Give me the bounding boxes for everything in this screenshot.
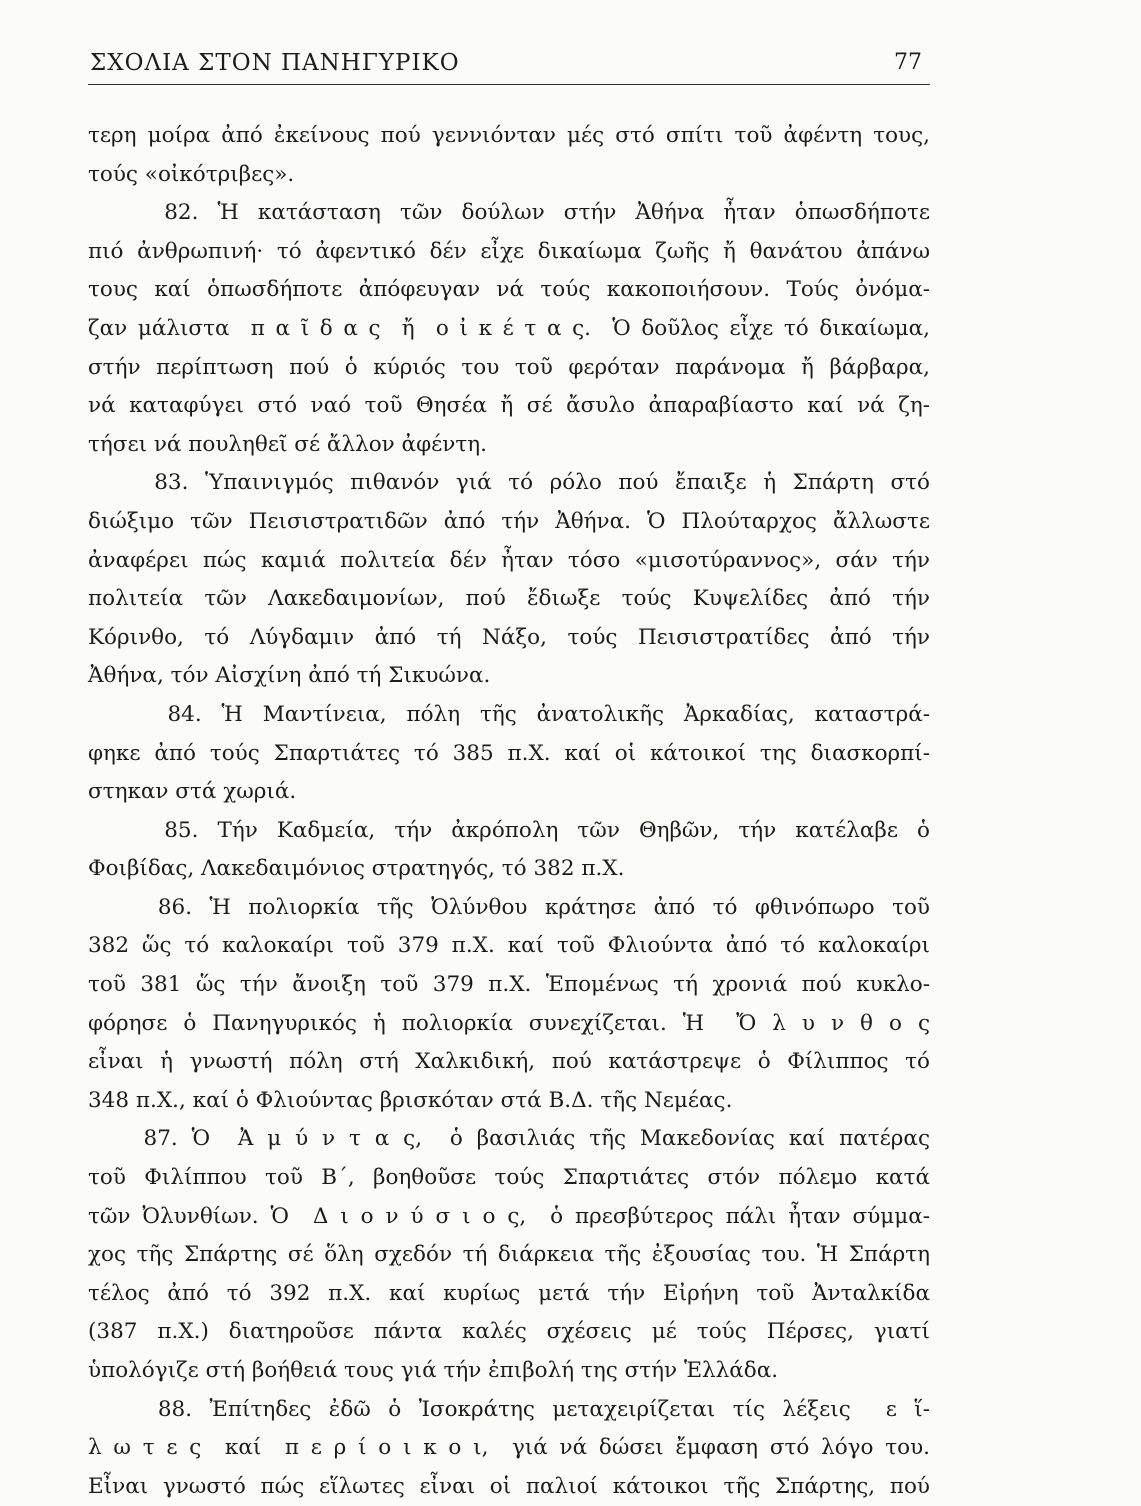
text-line: Φοιβίδας, Λακεδαιμόνιος στρατηγός, τό 382 π.Χ.	[88, 856, 625, 882]
text-line: 88. Ἐπίτηδες ἐδῶ ὁ Ἰσοκράτης μεταχειρίζεται τίς λέξεις ε ἵ-	[88, 1396, 930, 1422]
text-line: τούς «οἰκότριβες».	[88, 161, 295, 187]
text-line: ὑπολόγιζε στή βοήθειά τους γιά τήν ἐπιβολή της στήν Ἑλλάδα.	[88, 1358, 779, 1383]
text-line: 348 π.Χ., καί ὁ Φλιούντας βρισκόταν στά Β.Δ. τῆς Νεμέας.	[88, 1087, 733, 1113]
text-line: Κόρινθο, τό Λύγδαμιν ἀπό τή Νάξο, τούς Πεισιστρατίδες ἀπό τήν	[88, 624, 930, 650]
text-line: 86. Ἡ πολιορκία τῆς Ὀλύνθου κράτησε ἀπό τό φθινόπωρο τοῦ	[88, 894, 930, 920]
text-line: τερη μοίρα ἀπό ἐκείνους πού γεννιόνταν μές στό σπίτι τοῦ ἀφέντη τους,	[88, 123, 930, 148]
text-line: 84. Ἡ Μαντίνεια, πόλη τῆς ἀνατολικῆς Ἀρκαδίας, καταστρά-	[88, 701, 930, 727]
text-line: λ ω τ ε ς καί π ε ρ ί ο ι κ ο ι, γιά νά δώσει ἔμφαση στό λόγο του.	[88, 1435, 930, 1461]
text-line: διώξιμο τῶν Πεισιστρατιδῶν ἀπό τήν Ἀθήνα. Ὁ Πλούταρχος ἄλλωστε	[88, 508, 930, 534]
text-line: τήσει νά πουληθεῖ σέ ἄλλον ἀφέντη.	[88, 431, 487, 457]
text-line: 82. Ἡ κατάσταση τῶν δούλων στήν Ἀθήνα ἦταν ὁπωσδήποτε	[88, 200, 930, 226]
running-header	[88, 40, 930, 85]
text-line: τῶν Ὀλυνθίων. Ὁ Δ ι ο ν ύ σ ι ο ς, ὁ πρεσβύτερος πάλι ἦταν σύμμα-	[88, 1203, 930, 1229]
text-line: 85. Τήν Καδμεία, τήν ἀκρόπολη τῶν Θηβῶν, τήν κατέλαβε ὁ	[88, 817, 930, 843]
text-line: (387 π.Χ.) διατηροῦσε πάντα καλές σχέσεις μέ τούς Πέρσες, γιατί	[88, 1319, 930, 1345]
text-line: στηκαν στά χωριά.	[88, 779, 297, 805]
text-line: πιό ἀνθρωπινή· τό ἀφεντικό δέν εἶχε δικαίωμα ζωῆς ἤ θανάτου ἀπάνω	[88, 238, 930, 264]
text-line: πολιτεία τῶν Λακεδαιμονίων, πού ἔδιωξε τούς Κυψελίδες ἀπό τήν	[88, 586, 930, 612]
text-line: τοῦ Φιλίππου τοῦ Β΄, βοηθοῦσε τούς Σπαρτιάτες στόν πόλεμο κατά	[88, 1165, 930, 1191]
text-line: 87. Ὁ Ἀ μ ύ ν τ α ς, ὁ βασιλιάς τῆς Μακεδονίας καί πατέρας	[88, 1126, 930, 1152]
text-line: 382 ὥς τό καλοκαίρι τοῦ 379 π.Χ. καί τοῦ Φλιούντα ἀπό τό καλοκαίρι	[88, 933, 930, 959]
text-line: φηκε ἀπό τούς Σπαρτιάτες τό 385 π.Χ. καί οἱ κάτοικοί της διασκορπί-	[88, 740, 930, 766]
page-number: 77	[894, 50, 922, 75]
text-line: τους καί ὁπωσδήποτε ἀπόφευγαν νά τούς κακοποιήσουν. Τούς ὀνόμα-	[88, 277, 930, 303]
text-line: ἀναφέρει πώς καμιά πολιτεία δέν ἦταν τόσο «μισοτύραννος», σάν τήν	[88, 547, 930, 573]
text-line: τέλος ἀπό τό 392 π.Χ. καί κυρίως μετά τήν Εἰρήνη τοῦ Ἀνταλκίδα	[88, 1280, 930, 1306]
text-line: νά καταφύγει στό ναό τοῦ Θησέα ἤ σέ ἄσυλο ἀπαραβίαστο καί νά ζη-	[88, 393, 930, 419]
text-line: ζαν μάλιστα π α ῖ δ α ς ἤ ο ἰ κ έ τ α ς. Ὁ δοῦλος εἶχε τό δικαίωμα,	[88, 315, 930, 341]
text-line: τοῦ 381 ὥς τήν ἄνοιξη τοῦ 379 π.Χ. Ἑπομένως τή χρονιά πού κυκλο-	[88, 972, 930, 998]
text-line: Εἶναι γνωστό πώς εἵλωτες εἶναι οἱ παλιοί κάτοικοι τῆς Σπάρτης, πού	[88, 1473, 930, 1499]
text-line: φόρησε ὁ Πανηγυρικός ἡ πολιορκία συνεχίζεται. Ἡ Ὄ λ υ ν θ ο ς	[88, 1010, 930, 1036]
text-line: 83. Ὑπαινιγμός πιθανόν γιά τό ρόλο πού ἔπαιξε ἡ Σπάρτη στό	[88, 470, 930, 496]
text-line: χος τῆς Σπάρτης σέ ὅλη σχεδόν τή διάρκεια τῆς ἐξουσίας του. Ἡ Σπάρτη	[88, 1242, 930, 1268]
running-title: ΣΧΟΛΙΑ ΣΤΟΝ ΠΑΝΗΓΥΡΙΚΟ	[90, 50, 460, 76]
body-text	[88, 117, 930, 1506]
text-line: εἶναι ἡ γνωστή πόλη στή Χαλκιδική, πού κατάστρεψε ὁ Φίλιππος τό	[88, 1049, 930, 1075]
text-line: στήν περίπτωση πού ὁ κύριός του τοῦ φερόταν παράνομα ἤ βάρβαρα,	[88, 354, 930, 380]
page	[88, 40, 930, 1506]
text-line: Ἀθήνα, τόν Αἰσχίνη ἀπό τή Σικυώνα.	[88, 663, 491, 689]
